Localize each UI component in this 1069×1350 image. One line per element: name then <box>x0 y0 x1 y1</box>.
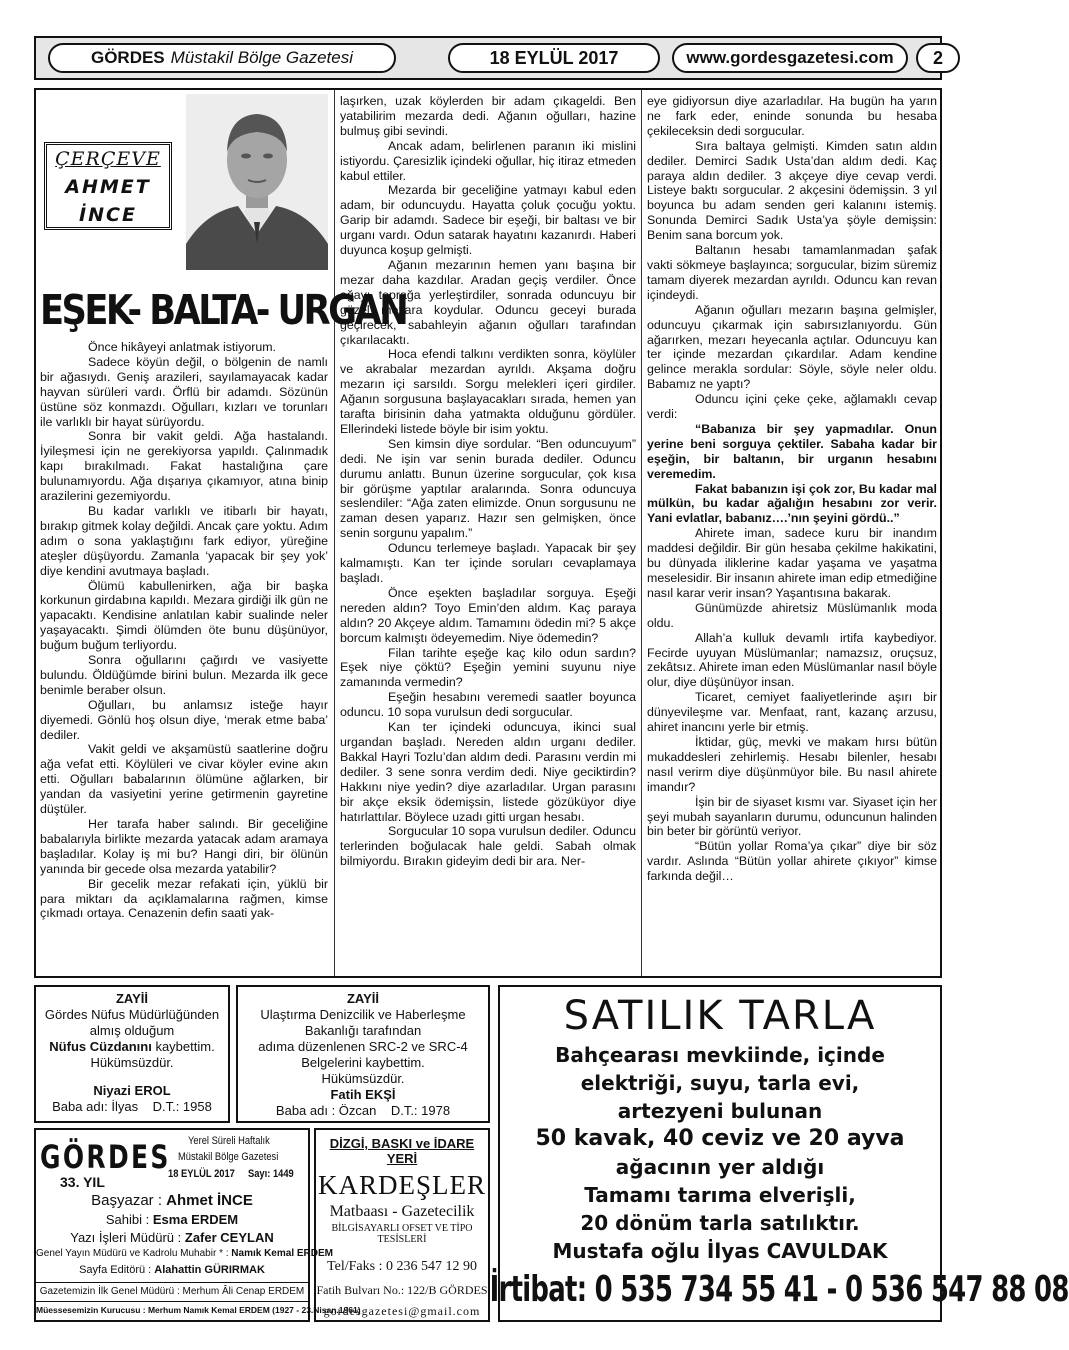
ad-line: Bahçearası mevkiinde, içinde <box>555 1043 885 1067</box>
printer-desc: BİLGİSAYARLI OFSET VE TİPO TESİSLERİ <box>331 1223 473 1245</box>
notice-line: Gördes Nüfus Müdürlüğünden <box>44 1007 220 1022</box>
owner-name: Esma ERDEM <box>152 1212 239 1227</box>
printer-type: Matbaası - Gazetecilik <box>329 1203 475 1220</box>
ad-title: SATILIK TARLA <box>563 993 877 1039</box>
paragraph: Mezarda bir geceliğine yatmayı kabul eden adam, bir oduncuydu. Hayatta çoluk çocuğu yoktu. Garip bir adamdı. Sadece bir eşeği, bir baltası ve bir urganı vardı. Odun satarak hayatını kazanırdı. Haberi duyunca koşup gelmişti. <box>340 183 636 258</box>
paragraph: eye gidiyorsun diye azarladılar. Ha bugün ha yarın ne fark eder, eninde sonunda bu hesaba çekileceksin dedi sorgucular. <box>647 94 937 138</box>
masthead-issue: Sayı: 1449 <box>248 1168 294 1180</box>
paragraph: Bu kadar varlıklı ve itibarlı bir hayatı, bırakıp gitmek kolay değildi. Ancak çare yoktu. Adım adım o sona yaklaştığını fark ediyor, yüreğine ateşler düşüyordu. Zamanla ‘yapacak bir şey yok’ diye kendini avutmaya başladı. <box>40 503 328 578</box>
paragraph: Sonra oğullarını çağırdı ve vasiyette bulundu. Öldüğümde birini bulun. Mezarda ilk gece benimle beraber olsun. <box>40 653 328 697</box>
manager-label: Yazı İşleri Müdürü : <box>70 1230 182 1245</box>
printer-address: Fatih Bulvarı No.: 122/B GÖRDES <box>316 1283 488 1297</box>
page-number: 2 <box>916 43 960 73</box>
gm-name: Namık Kemal ERDEM <box>231 1248 333 1259</box>
author-first-name: AHMET <box>65 176 151 198</box>
ad-contact-name: Mustafa oğlu İlyas CAVULDAK <box>552 1239 888 1263</box>
masthead <box>34 1128 361 1322</box>
paragraph: Ancak adam, belirlenen paranın iki mislini istiyordu. Çaresizlik içindeki oğullar, hiç itiraz etmeden kabul ettiler. <box>340 138 636 183</box>
portrait-image <box>186 94 328 270</box>
paragraph: Sadece köyün değil, o bölgenin de namlı bir ağasıydı. Geniş arazileri, sayılamayacak kadar hayvan sürüleri vardı. Örflü bir adamdı. Sözünün üstüne söz konmazdı. Oğulları, kızları ve torunları ile varlıklı bir hayat sürüyordu. <box>40 354 328 429</box>
gm-line <box>36 1248 333 1259</box>
notice-info: Baba adı : Özcan D.T.: 1978 <box>275 1103 451 1118</box>
paragraph: Ağanın oğulları mezarın başına gelmişler, oduncuyu çıkarmak için sabırsızlanıyordu. Gün ağarırken, mezarı heyecanla açtılar. Oduncuyu kan ter içinde mezardan çıkardılar. Adam kendine gelince merakla sordular: Söyle, söyle neler oldu. Babamız ne yaptı? <box>647 302 937 392</box>
paragraph: Ticaret, cemiyet faaliyetlerinde aşırı bir dünyevileşme var. Menfaat, rant, kazanç arzusu, ahiret inancını yerle bir etmiş. <box>647 690 937 735</box>
paragraph: Oğulları, bu anlamsız isteğe hayır diyemedi. Gönlü hoş olsun diye, ‘merak etme baba’ dediler. <box>40 697 328 742</box>
column-divider <box>641 90 642 976</box>
editor-label: Başyazar : <box>91 1192 162 1209</box>
founder-gm: Gazetemizin İlk Genel Müdürü : Merhum Âli Cenap ERDEM <box>39 1286 305 1297</box>
author-photo <box>186 94 328 270</box>
notice-line: Ulaştırma Denizcilik ve Haberleşme <box>260 1007 466 1022</box>
masthead-year: 33. YIL <box>60 1174 105 1190</box>
article-column-1 <box>40 340 328 921</box>
paragraph: Vakit geldi ve akşamüstü saatlerine doğru ağa vefat etti. Köylüleri ve civar köyler evine akın etti. Oğulları babalarının ölümüne ağlarken, bir yandan da vasiyetini yerine getirmenin gayretine düştüler. <box>40 742 328 817</box>
paragraph: İşin bir de siyaset kısmı var. Siyaset için her şeyi mubah sayanların durumu, oduncunun halinden bin beter bir görüntü veriyor. <box>647 794 937 839</box>
ad-line: artezyeni bulunan <box>617 1099 823 1123</box>
page-editor-label: Sayfa Editörü : <box>79 1264 152 1276</box>
masthead-subtitle: Müstakil Bölge Gazetesi <box>178 1151 279 1163</box>
paragraph: Hoca efendi talkını verdikten sonra, köylüler ve akrabalar mezardan ayrıldı. Akşama doğru mezarın içi sarsıldı. Sorgu melekleri içeri girdiler. Ağanın sorgusuna başlayacakları sırada, hemen yan tarafta birisinin daha yatmakta olduğunu gördüler. Ellerindeki listede böyle bir isim yoktu. <box>340 347 636 436</box>
notice-info: Baba adı: İlyas D.T.: 1958 <box>52 1099 212 1114</box>
manager-line <box>36 1230 308 1245</box>
notice-line: Bakanlığı tarafından <box>304 1023 422 1038</box>
notice-line: adıma düzenlenen SRC-2 ve SRC-4 <box>258 1039 468 1054</box>
notice-name: Niyazi EROL <box>93 1083 171 1098</box>
paragraph: Ağanın mezarının hemen yanı başına bir mezar daha kazdılar. Aradan geçiş verdiler. Önce ağayı toprağa yerleştirdiler, sonrada oduncuyu bir güzel mezara koydular. Oduncu geceyi burada geçirecek, sabahleyin ağanın oğulları tarafından çıkarılacaktı. <box>340 257 636 347</box>
masthead-logo: GÖRDES <box>40 1138 171 1176</box>
paragraph: Ahirete iman, sadece kuru bir inandım maddesi değildir. Bir gün hesaba çekilme hakikatini, bu dünyada iliklerine kadar yaşama ve yaşatma meselesidir. Bir insanın ahirete iman edip etmediğine nasıl karar verir insan? Yaşantısına bakarak. <box>647 526 937 600</box>
notice-name: Fatih EKŞİ <box>330 1087 396 1102</box>
notice-line: Hükümsüzdür. <box>90 1055 174 1070</box>
founder: Müessesemizin Kurucusu : Merhum Namık Kemal ERDEM (1927 - 23.Nisan.1961) <box>36 1305 361 1315</box>
paragraph: Önce eşekten başladılar sorguya. Eşeği nereden aldın? Toyo Emin’den aldım. Kaç paraya aldın? 20 Akçeye aldım. Tamamını ödedin mi? 5 akçe borcum kalmıştı ödeyemedim. Niye ödemedin? <box>340 585 636 645</box>
page-editor-line <box>36 1264 308 1276</box>
paragraph: Eşeğin hesabını veremedi saatler boyunca oduncu. 10 sopa vurulsun dedi sorgucular. <box>340 690 636 720</box>
paper-subtitle: Müstakil Bölge Gazetesi <box>170 48 354 67</box>
column-label: ÇERÇEVE <box>55 148 161 170</box>
printer-box <box>314 1128 490 1322</box>
article-column-2 <box>340 94 636 869</box>
editor-line <box>36 1192 308 1209</box>
article <box>34 88 942 978</box>
quote-paragraph: Fakat babanızın işi çok zor, Bu kadar mal mülkün, bu kadar ağalığın hesabını zor verir. Yani evlatlar, babanız….’nın şeyini gördü..” <box>647 481 937 526</box>
paragraph: laşırken, uzak köylerden bir adam çıkageldi. Ben yatabilirim mezarda dedi. Ağanın oğulları, hazine bulmuş gibi sevindi. <box>340 94 636 138</box>
ad-line: elektriği, suyu, tarla evi, <box>580 1071 860 1095</box>
gm-label: Genel Yayın Müdürü ve Kadrolu Muhabir * : <box>36 1248 229 1259</box>
paragraph: Sonra bir vakit geldi. Ağa hastalandı. İyileşmesi için ne gerekiyorsa yapıldı. Çalınmadık kapı bırakılmadı. Fakat hastalığına çare bulunamıyordu. Ağa dışarıya çıkamıyor, atına binip arazilerini gezemiyordu. <box>40 429 328 504</box>
ad-line: ağacının yer aldığı <box>615 1155 825 1179</box>
column-label-box <box>44 142 172 230</box>
notice-document: Nüfus Cüzdanını <box>49 1039 152 1054</box>
paragraph: Baltanın hesabı tamamlanmadan şafak vakti sökmeye başlayınca; sorgucular, bizim süremiz tamam diyerek mezardan ayrıldı. Oduncu kan revan içindeydi. <box>647 243 937 302</box>
lost-notice-2 <box>236 985 490 1123</box>
ad-line: 50 kavak, 40 ceviz ve 20 ayva <box>535 1126 905 1151</box>
printer-label: DİZGİ, BASKI ve İDARE YERİ <box>329 1136 475 1166</box>
notice-line: Hükümsüzdür. <box>321 1071 405 1086</box>
author-last-name: İNCE <box>79 204 137 226</box>
notice-line <box>36 1039 228 1055</box>
article-headline: EŞEK- BALTA- URGAN <box>40 286 407 334</box>
notice-title: ZAYİİ <box>115 991 149 1006</box>
paragraph: Oduncu terlemeye başladı. Yapacak bir şey kalmamıştı. Kan ter içinde soruları cevaplamaya başladı. <box>340 541 636 585</box>
paragraph: Bir gecelik mezar refakati için, yüklü bir para miktarı da açıklamalarına rağmen, kimse çıkmadı ortaya. Cenazenin defin saati yak- <box>40 876 328 921</box>
notice-line: Belgelerini kaybettim. <box>301 1055 425 1070</box>
printer-email[interactable]: gordesgazetesi@gmail.com <box>323 1304 481 1318</box>
ad-line: 20 dönüm tarla satılıktır. <box>580 1211 860 1235</box>
paragraph: İktidar, güç, mevki ve makam hırsı bütün mukaddesleri zehirlemiş. Hesabı bilenler, hesabı nasıl verirm diye düşünmüyor bile. Bu nasıl ahirete imandır? <box>647 734 937 794</box>
paragraph: Kan ter içindeki oduncuya, ikinci sual urgandan başladı. Nereden aldın urganı dediler. Bakkal Hayri Tozlu’dan aldım dedi. Parasını verdin mi dediler. 3 sene sonra verdim dedi. Niye geciktirdin? Hakkını niye yedin? diye azarladılar. Urgan parasını bir akçe eksik ödemişsin, listede gözüküyor diye hatırlattılar. Böylece uzadı gitti urgan hesabı. <box>340 720 636 824</box>
notice-line: almış olduğum <box>89 1023 175 1038</box>
land-for-sale-ad <box>489 985 1069 1322</box>
paragraph: Günümüzde ahiretsiz Müslümanlık moda oldu. <box>647 600 937 630</box>
paragraph: “Bütün yollar Roma’ya çıkar” diye bir söz vardır. Aslında “Bütün yollar ahirete çıkıyor” kimse farkında değil… <box>647 839 937 884</box>
paragraph: Ölümü kabullenirken, ağa bir başka korkunun girdabına kapıldı. Mezara girdiği ilk gün ne yapacaktı. Kendisine anlatılan kabir sualinde neler yaşayacaktı. Şimdi ölümden öte bunu düşünüyor, buğum buğum terliyordu. <box>40 578 328 653</box>
masthead-subtitle: Yerel Süreli Haftalık <box>188 1135 270 1147</box>
paragraph: Sen kimsin diye sordular. “Ben oduncuyum” dedi. Ne işin var senin burada dediler. Oduncu durumu anlattı. Bunun üzerine sorgucular, çok kısa bir görüşme yaptılar aralarında. Sonra oduncuya seslendiler: “Ağa zaten elimizde. Onun sorgusunu ne zaman desen yaparız. Hazır sen gelmişken, önce senin sorgunu yapalım.” <box>340 436 636 541</box>
masthead-date: 18 EYLÜL 2017 <box>168 1168 235 1180</box>
ad-line: Tamamı tarıma elverişli, <box>584 1183 856 1207</box>
owner-label: Sahibi : <box>105 1212 150 1227</box>
paragraph: Sorgucular 10 sopa vurulsun dediler. Oduncu terlerinden boğulacak hale geldi. Sabah olmak bilmiyordu. Bırakın gideyim dedi bir ara. Ner- <box>340 824 636 869</box>
article-column-3 <box>647 94 937 884</box>
notice-title: ZAYİİ <box>346 991 380 1006</box>
printer-phone: Tel/Faks : 0 236 547 12 90 <box>327 1259 477 1274</box>
paragraph: Her tarafa haber salındı. Bir geceliğine babalarıyla birlikte mezarda yatacak adam aramaya başladılar. Kolay iş mi bu? Hangi diri, bir ölünün yanında bir gecede olsa mezarda yatabilir? <box>40 817 328 876</box>
paper-name: GÖRDES <box>90 48 165 67</box>
lost-notice-1 <box>34 985 230 1123</box>
notice-text: kaybettim. <box>151 1039 215 1054</box>
paragraph: Oduncu içini çeke çeke, ağlamaklı cevap verdi: <box>647 392 937 422</box>
page-header <box>34 36 942 80</box>
ad-phone: İrtibat: 0 535 734 55 41 - 0 536 547 88 08 <box>489 1269 1069 1310</box>
page-editor-name: Alahattin GÜRIRMAK <box>154 1264 265 1276</box>
owner-line <box>36 1212 308 1227</box>
issue-date: 18 EYLÜL 2017 <box>448 43 660 73</box>
editor-name: Ahmet İNCE <box>166 1192 253 1209</box>
printer-name: KARDEŞLER <box>317 1170 486 1200</box>
paper-title <box>48 43 396 73</box>
manager-name: Zafer CEYLAN <box>184 1230 274 1245</box>
paragraph: Sıra baltaya gelmişti. Kimden satın aldın dediler. Demirci Sadık Usta’dan aldım dedi. Kaç paraya aldın dediler. 3 akçeye diye cevap verdi. Listeye baktı sorgucular. 2 akçesini ödemişsin. 3 yıl boyunca bu adam senden geri kalanını istemiş. Sonunda Demirci Sadık Usta’ya şöyle demişsin: Benim sana borcum yok. <box>647 138 937 243</box>
paragraph: Önce hikâyeyi anlatmak istiyorum. <box>88 340 276 354</box>
paragraph: Allah’a kulluk devamlı irtifa kaybediyor. Fecirde uyuyan Müslümanlar; namazsız, oruçsuz, zekâtsız. Ahirete iman eden Müslümanlar nasıl böyle olur, diye düşünüyor insan. <box>647 630 937 690</box>
paragraph: Filan tarihte eşeğe kaç kilo odun sardın? Eşek niye çöktü? Eşeğin yemini suyunu niye zamanında vermedin? <box>340 645 636 690</box>
website-url[interactable]: www.gordesgazetesi.com <box>672 43 908 73</box>
quote-paragraph: “Babanıza bir şey yapmadılar. Onun yerine beni sorguya çektiler. Sabaha kadar bir eşeğin, bir baltanın, bir urganın hesabını veremedim. <box>647 421 937 481</box>
column-divider <box>334 90 335 976</box>
